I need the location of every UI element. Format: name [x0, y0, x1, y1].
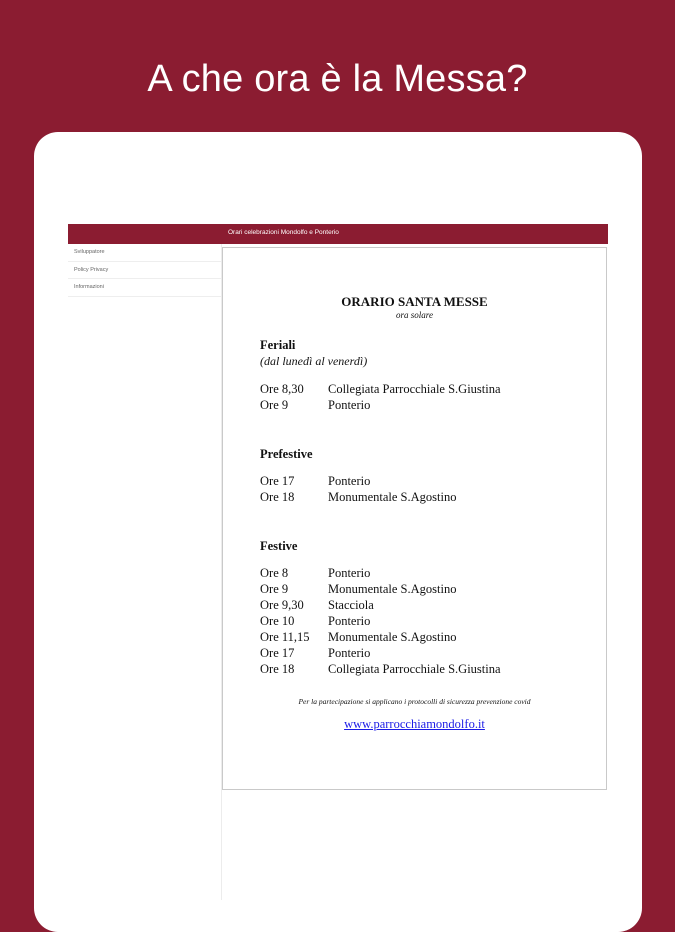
sidebar-item-info[interactable]: Informazioni	[68, 279, 221, 297]
row-place: Collegiata Parrocchiale S.Giustina	[328, 662, 501, 676]
promo-headline: A che ora è la Messa?	[147, 58, 528, 100]
mass-schedule-document	[222, 247, 607, 790]
row-time: Ore 8	[260, 566, 289, 580]
row-time: Ore 11,15	[260, 630, 310, 644]
row-time: Ore 18	[260, 662, 295, 676]
covid-note: Per la partecipazione si applicano i protocolli di sicurezza prevenzione covid	[298, 697, 531, 706]
row-place: Stacciola	[328, 598, 374, 612]
section-heading-prefestive: Prefestive	[260, 447, 313, 461]
app-header-bar	[68, 224, 608, 244]
row-place: Monumentale S.Agostino	[328, 630, 457, 644]
document-subtitle: ora solare	[396, 310, 433, 320]
app-header-title: Orari celebrazioni Mondolfo e Ponterio	[228, 229, 339, 236]
row-place: Ponterio	[328, 474, 371, 488]
row-time: Ore 17	[260, 646, 295, 660]
row-time: Ore 8,30	[260, 382, 304, 396]
document-title: ORARIO SANTA MESSE	[341, 294, 488, 309]
row-time: Ore 9	[260, 582, 289, 596]
row-place: Ponterio	[328, 646, 371, 660]
row-place: Monumentale S.Agostino	[328, 490, 457, 504]
row-place: Ponterio	[328, 614, 371, 628]
sidebar-item-privacy-policy[interactable]: Policy Privacy	[68, 262, 221, 280]
row-place: Collegiata Parrocchiale S.Giustina	[328, 382, 501, 396]
section-subheading-feriali: (dal lunedì al venerdì)	[260, 354, 368, 368]
section-heading-feriali: Feriali	[260, 338, 296, 352]
row-place: Ponterio	[328, 398, 371, 412]
section-heading-festive: Festive	[260, 539, 298, 553]
row-time: Ore 9	[260, 398, 289, 412]
parish-website-link[interactable]: www.parrocchiamondolfo.it	[344, 717, 485, 731]
row-time: Ore 10	[260, 614, 295, 628]
row-place: Monumentale S.Agostino	[328, 582, 457, 596]
sidebar-menu	[68, 244, 222, 900]
sidebar-item-developer[interactable]: Sviluppatore	[68, 244, 221, 262]
row-time: Ore 9,30	[260, 598, 304, 612]
row-place: Ponterio	[328, 566, 371, 580]
row-time: Ore 17	[260, 474, 295, 488]
row-time: Ore 18	[260, 490, 295, 504]
